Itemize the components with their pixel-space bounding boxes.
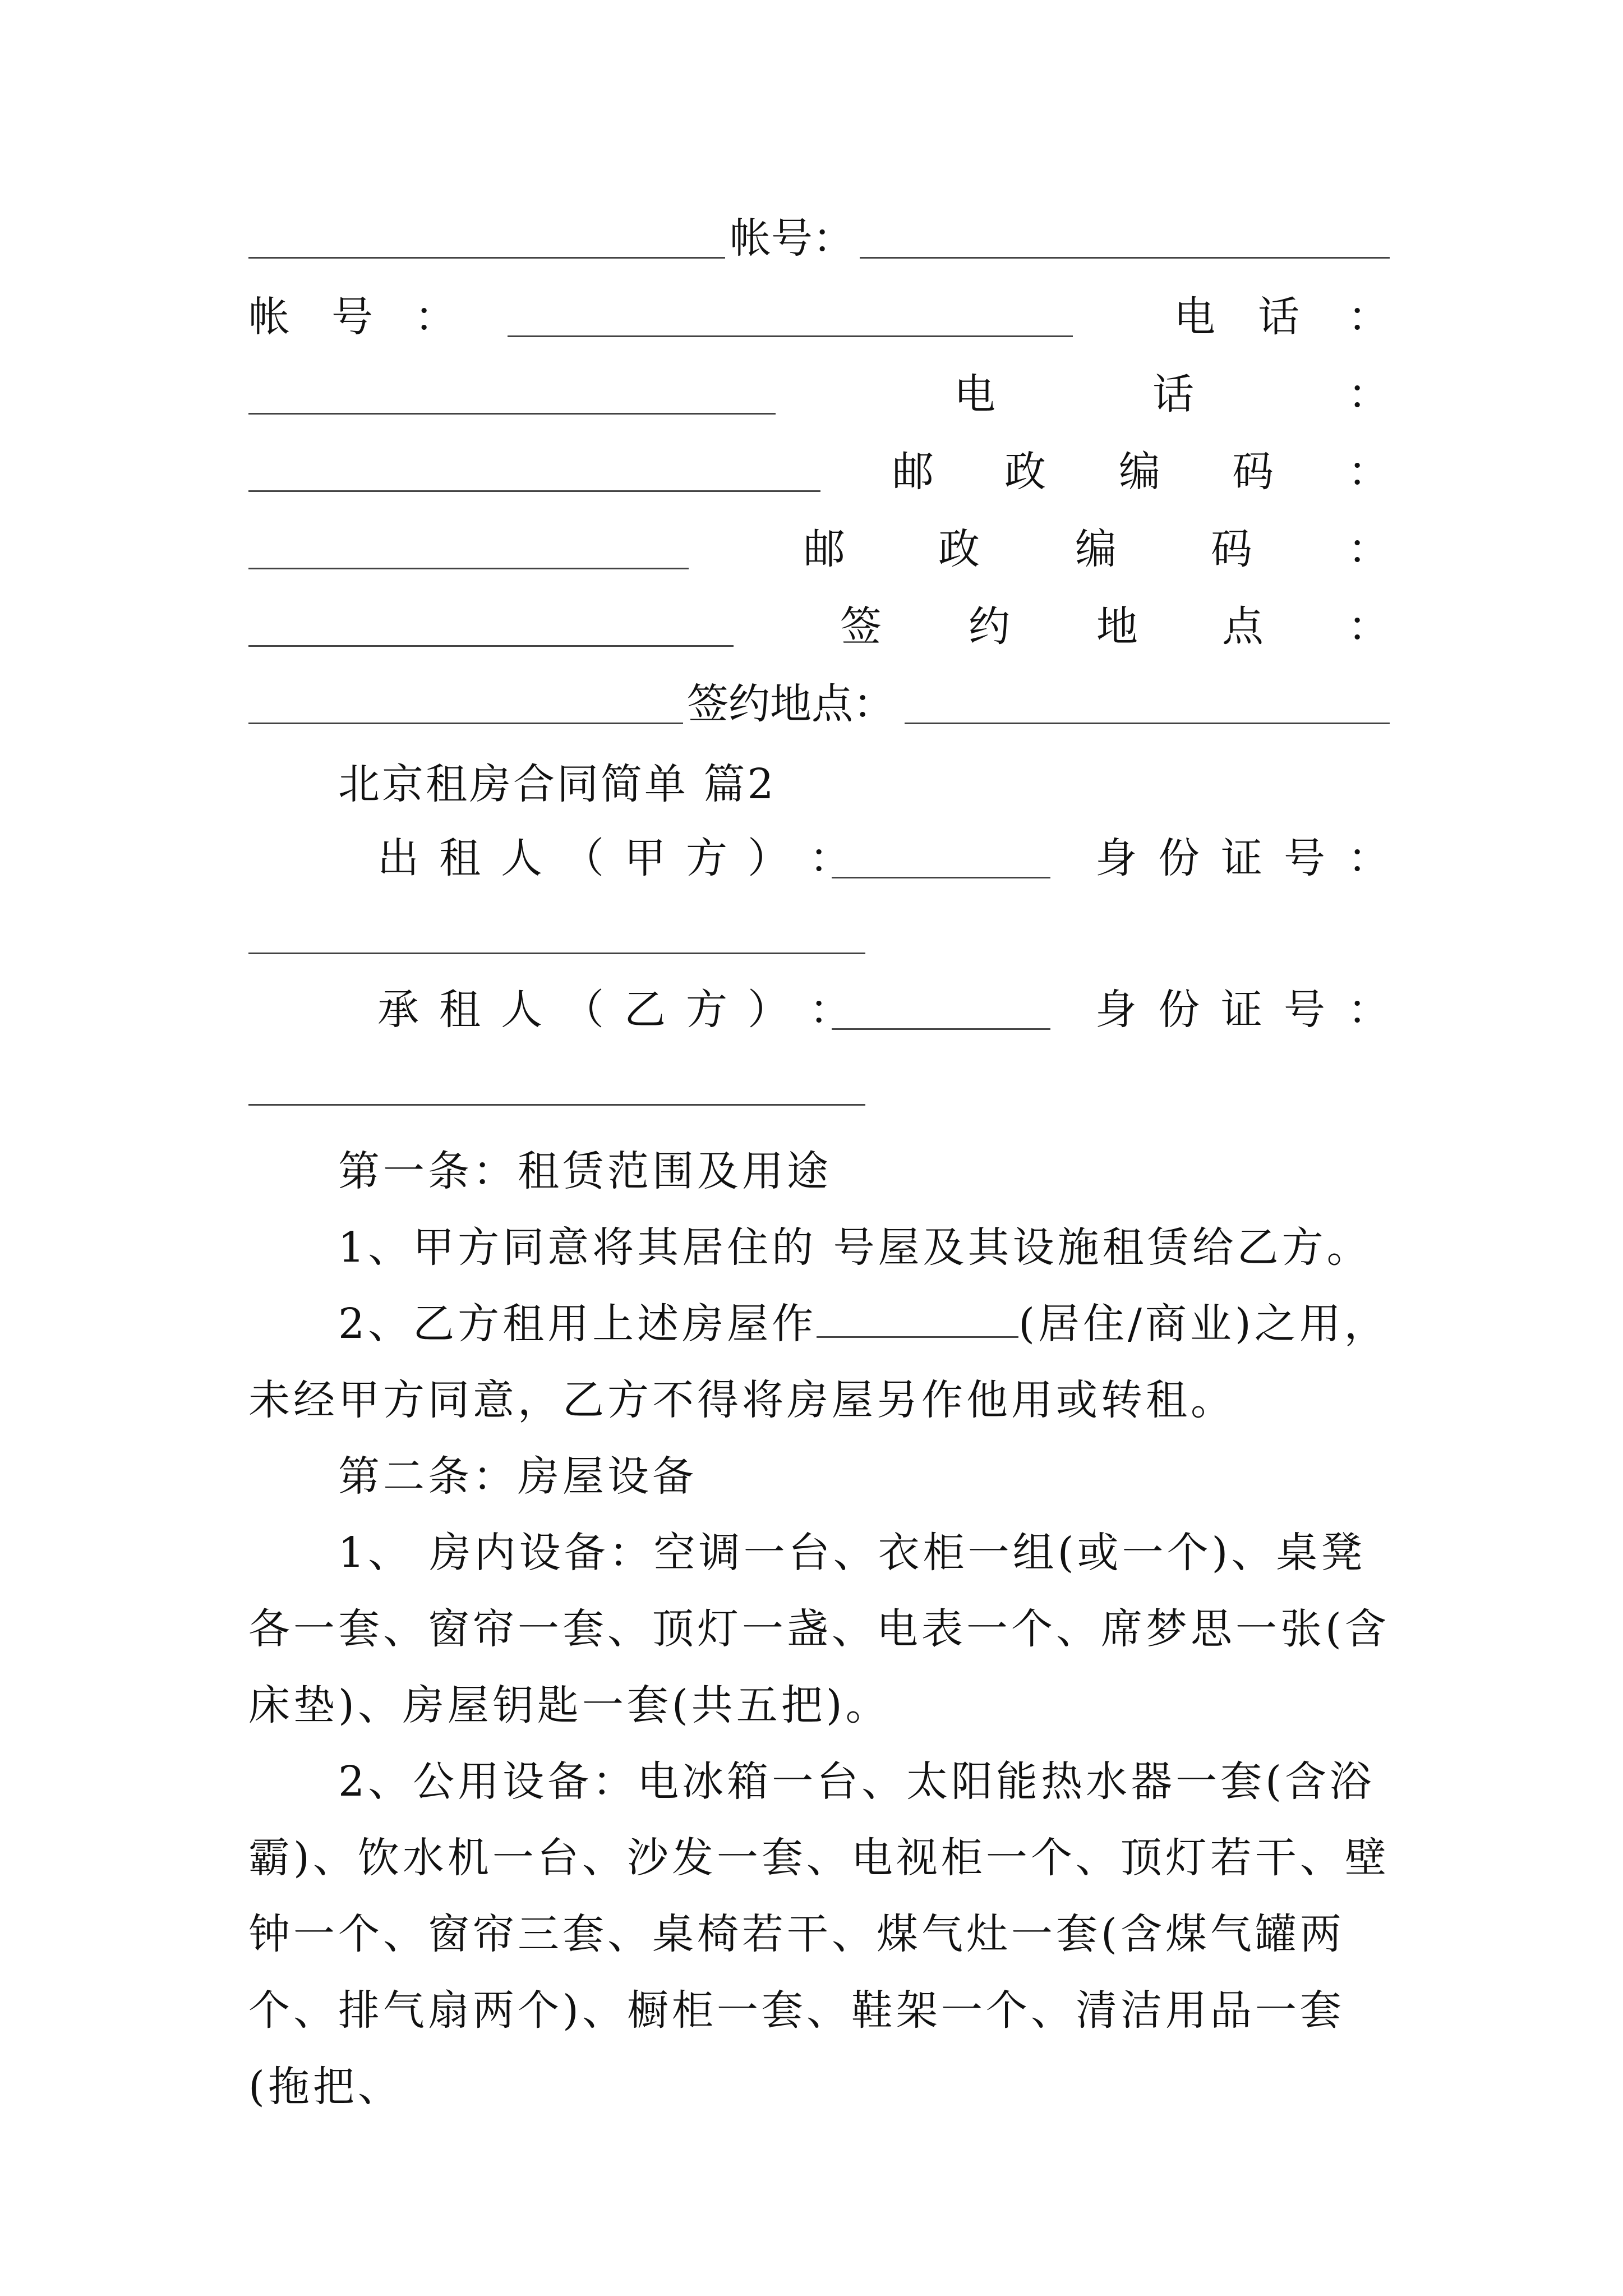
label-char: 人 <box>501 986 542 1034</box>
article-1-clause-2 <box>248 1286 1393 1438</box>
signing-place-line-1 <box>248 596 1393 669</box>
lessor-id-blank <box>248 953 865 954</box>
postcode-line-1 <box>248 441 1393 514</box>
label-char: 签 <box>840 602 882 651</box>
label-char: 乙 <box>624 986 666 1034</box>
label-char: 证 <box>1221 986 1262 1034</box>
postcode-line-2 <box>248 518 1393 591</box>
phone-line <box>248 364 1393 436</box>
lessee-id-blank <box>248 1104 865 1106</box>
label-char: 话 <box>1152 370 1194 418</box>
label-char: 号 <box>1284 986 1325 1034</box>
label-char: 电 <box>1174 293 1215 341</box>
account-line-1 <box>248 208 1393 280</box>
label-char: （ <box>562 834 604 882</box>
blank-line <box>860 257 1390 259</box>
label-char: 点 <box>1222 602 1264 651</box>
signing-place-line-2 <box>248 673 1393 746</box>
signing-place-label: 签约地点： <box>687 680 895 728</box>
label-char: 份 <box>1158 986 1200 1034</box>
label-char: ： <box>1348 525 1389 573</box>
label-char: 出 <box>377 834 419 882</box>
article-2-clause-1: 1、 房内设备：空调一台、衣柜一组(或一个)、桌凳各一套、窗帘一套、顶灯一盏、电表一个、席梦思一张(含床垫)、房屋钥匙一套(共五把)。 <box>248 1529 1390 1729</box>
label-char: ： <box>414 293 456 341</box>
clause-text: (居住/商业)之用，未经甲方同意，乙方不得将房屋另作他用或转租。 <box>248 1300 1389 1424</box>
lessee-line <box>248 979 1393 1052</box>
label-char: ： <box>1348 448 1389 496</box>
label-char: ： <box>1348 834 1389 882</box>
clause-text: 2、乙方租用上述房屋作 <box>338 1300 817 1348</box>
label-char: 邮 <box>892 448 934 496</box>
blank-line <box>248 723 683 724</box>
label-char: 电 <box>954 370 995 418</box>
label-char: 身 <box>1095 834 1137 882</box>
label-char: ） <box>748 986 789 1034</box>
label-char: 邮 <box>804 525 845 573</box>
label-char: ： <box>809 834 851 882</box>
account-label: 帐号： <box>730 214 854 263</box>
lessor-name-blank <box>832 877 1050 878</box>
label-char: ： <box>1348 986 1389 1034</box>
label-char: 证 <box>1221 834 1262 882</box>
label-char: 编 <box>1119 448 1160 496</box>
lessor-id-line <box>248 903 1393 976</box>
label-char: ： <box>1348 602 1389 651</box>
label-char: 码 <box>1211 525 1252 573</box>
label-char: 约 <box>969 602 1010 651</box>
blank-line <box>248 568 689 569</box>
article-2-clause-2: 2、公用设备：电冰箱一台、太阳能热水器一套(含浴霸)、饮水机一台、沙发一套、电视柜一个、顶灯若干、壁钟一个、窗帘三套、桌椅若干、煤气灶一套(含煤气罐两个、排气扇两个)、橱柜一套、鞋架一个、清洁用品一套(拖把、 <box>248 1757 1390 2111</box>
label-char: 租 <box>439 834 481 882</box>
label-char: 方 <box>686 834 727 882</box>
label-char: 号 <box>1284 834 1325 882</box>
label-char: 编 <box>1075 525 1117 573</box>
label-char: 帐 <box>248 293 290 341</box>
article-1-title: 第一条：租赁范围及用途 <box>338 1147 832 1195</box>
label-char: 人 <box>501 834 542 882</box>
label-char: ： <box>1348 293 1389 341</box>
blank-line <box>248 413 776 415</box>
label-char: 号 <box>331 293 373 341</box>
label-char: 政 <box>938 525 980 573</box>
lessor-line <box>248 827 1393 900</box>
label-char: 租 <box>439 986 481 1034</box>
label-char: 甲 <box>624 834 666 882</box>
lessee-id-line <box>248 1055 1393 1128</box>
blank-line <box>248 645 734 647</box>
lessee-name-blank <box>832 1028 1050 1030</box>
usage-blank <box>817 1297 1018 1338</box>
label-char: 话 <box>1258 293 1299 341</box>
label-char: 身 <box>1095 986 1137 1034</box>
label-char: 码 <box>1232 448 1274 496</box>
account-phone-line <box>248 286 1393 359</box>
label-char: ） <box>748 834 789 882</box>
label-char: 份 <box>1158 834 1200 882</box>
label-char: 地 <box>1096 602 1138 651</box>
article-2-title: 第二条：房屋设备 <box>338 1452 697 1501</box>
label-char: 政 <box>1004 448 1046 496</box>
label-char: ： <box>809 986 851 1034</box>
blank-line <box>905 723 1390 724</box>
label-char: ： <box>1348 370 1389 418</box>
label-char: 承 <box>377 986 419 1034</box>
blank-line <box>248 490 820 492</box>
label-char: 方 <box>686 986 727 1034</box>
section-title: 北京租房合同简单 篇2 <box>338 760 776 808</box>
blank-line <box>508 335 1073 337</box>
label-char: （ <box>562 986 604 1034</box>
blank-line <box>248 257 725 259</box>
article-1-clause-1: 1、甲方同意将其居住的 号屋及其设施租赁给乙方。 <box>338 1223 1372 1272</box>
